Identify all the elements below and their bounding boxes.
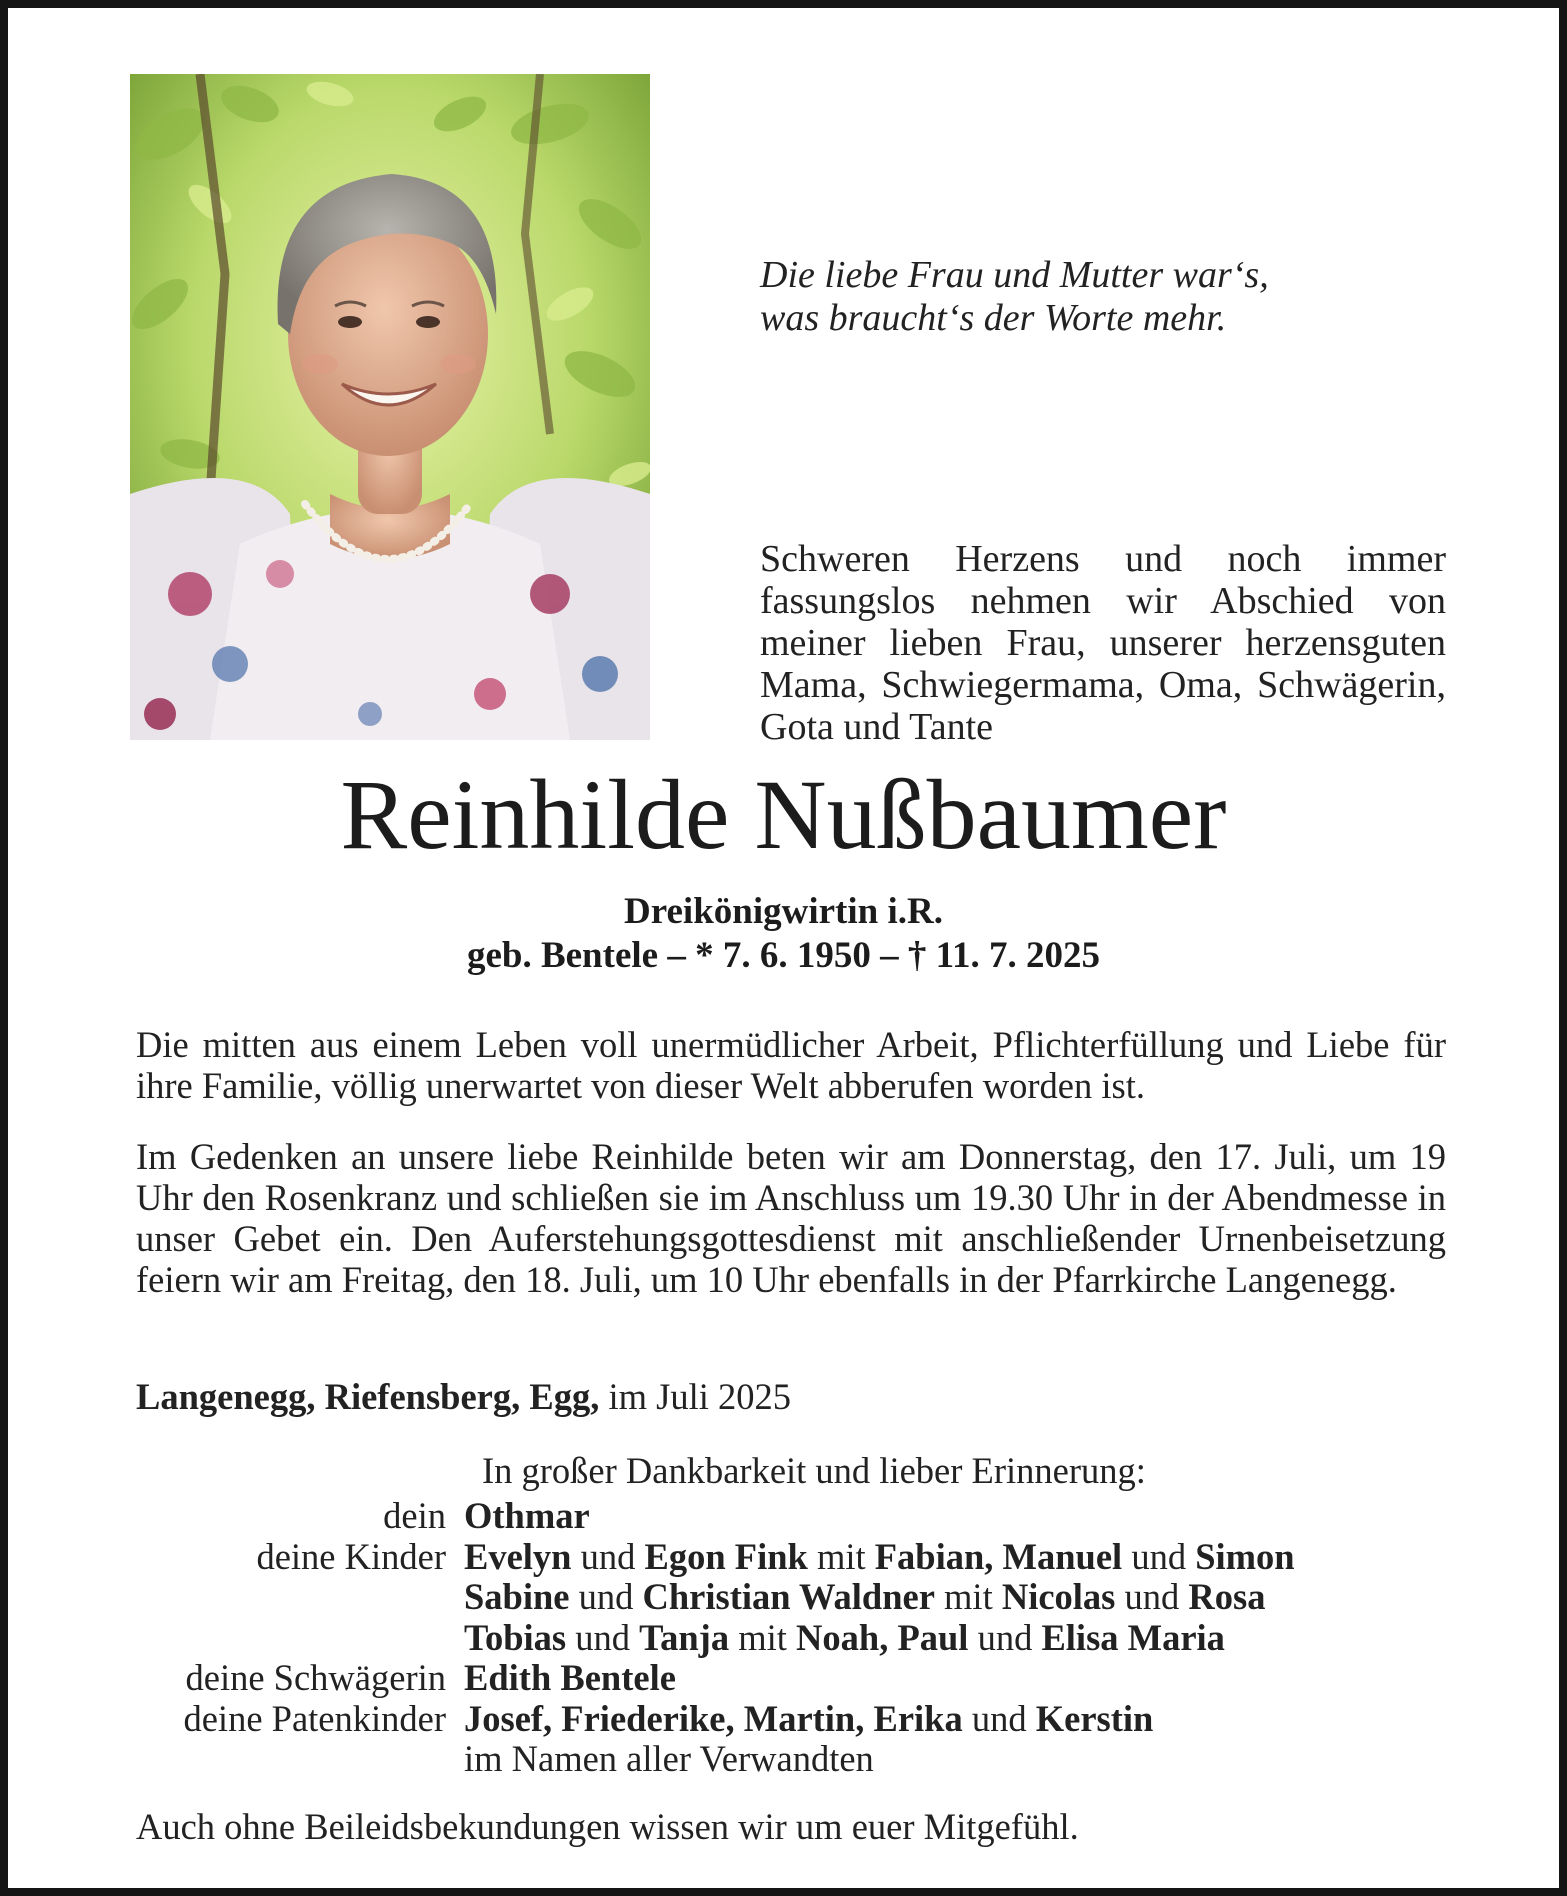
intro-text: Schweren Herzens und noch immer fassungslos nehmen wir Abschied von meiner lieben Frau, unserer herzensguten Mama, Schwiegermama, Oma, Schwägerin, Gota und Tante — [760, 538, 1446, 748]
family-row-spouse — [8, 1496, 1559, 1537]
family-label: dein — [383, 1495, 446, 1536]
quote-line-1: Die liebe Frau und Mutter war‘s, — [760, 254, 1269, 296]
family-row-godchildren — [8, 1699, 1559, 1740]
family-name: Egon Fink — [644, 1535, 808, 1577]
birth-death-line: geb. Bentele – * 7. 6. 1950 – † 11. 7. 2025 — [466, 935, 1101, 976]
family-name: Elisa Maria — [1041, 1616, 1225, 1658]
family-connector: mit — [816, 1535, 866, 1577]
family-name: Evelyn — [464, 1535, 572, 1577]
deceased-details — [8, 890, 1559, 978]
portrait-illustration — [130, 74, 650, 740]
family-connector: mit — [944, 1576, 993, 1617]
family-row-child-1 — [8, 1537, 1559, 1578]
family-name: Kerstin — [1035, 1697, 1154, 1739]
family-list — [8, 1496, 1559, 1780]
deceased-title: Dreikönigwirtin i.R. — [624, 891, 943, 932]
family-name: Simon — [1195, 1535, 1295, 1577]
family-name: Edith Bentele — [464, 1657, 676, 1698]
paragraph-life: Die mitten aus einem Leben voll unermüdlicher Arbeit, Pflichterfüllung und Liebe für ihre Familie, völlig unerwartet von dieser Welt abberufen worden ist. — [136, 1024, 1446, 1106]
family-row-relatives — [8, 1739, 1559, 1780]
family-connector: und — [578, 1576, 634, 1617]
family-name: Noah, Paul — [796, 1616, 969, 1658]
place-date-line — [136, 1376, 1436, 1418]
family-connector: und — [580, 1535, 636, 1577]
family-connector: und — [977, 1616, 1033, 1658]
closing-line: Auch ohne Beileidsbekundungen wissen wir um euer Mitgefühl. — [136, 1806, 1079, 1847]
family-name: Sabine — [464, 1576, 570, 1617]
family-connector: mit — [738, 1616, 787, 1658]
family-name: Fabian, Manuel — [874, 1535, 1123, 1577]
family-name: Tanja — [639, 1616, 730, 1658]
relatives-line: im Namen aller Verwandten — [464, 1738, 874, 1779]
family-connector: und — [1131, 1535, 1187, 1577]
deceased-name: Reinhilde Nußbaumer — [340, 759, 1227, 870]
family-label: deine Kinder — [256, 1535, 446, 1577]
family-name: Othmar — [464, 1495, 590, 1536]
quote-block — [760, 254, 1460, 340]
thanks-line: In großer Dankbarkeit und lieber Erinnerung: — [482, 1450, 1146, 1491]
family-name: Tobias — [464, 1616, 567, 1658]
family-name: Josef, Friederike, Martin, Erika — [464, 1697, 963, 1739]
family-name: Rosa — [1188, 1576, 1266, 1617]
family-row-child-2 — [8, 1577, 1559, 1618]
family-row-sister-in-law — [8, 1658, 1559, 1699]
family-connector: und — [575, 1616, 631, 1658]
family-row-child-3 — [8, 1618, 1559, 1659]
family-name: Nicolas — [1001, 1576, 1116, 1617]
place-date: im Juli 2025 — [608, 1376, 791, 1417]
family-connector: und — [1124, 1576, 1180, 1617]
family-connector: und — [971, 1697, 1027, 1739]
family-label: deine Patenkinder — [183, 1697, 446, 1739]
quote-line-2: was braucht‘s der Worte mehr. — [760, 297, 1227, 339]
portrait-photo — [130, 74, 650, 740]
place-towns: Langenegg, Riefensberg, Egg, — [136, 1376, 600, 1417]
paragraph-services: Im Gedenken an unsere liebe Reinhilde beten wir am Donnerstag, den 17. Juli, um 19 Uhr den Rosenkranz und schließen sie im Anschluss um 19.30 Uhr in der Abendmesse in unser Gebet ein. Den Auferstehungsgottesdienst mit anschließender Urnenbeisetzung feiern wir am Freitag, den 18. Juli, um 10 Uhr ebenfalls in der Pfarrkirche Langenegg. — [136, 1136, 1446, 1300]
family-name: Christian Waldner — [642, 1576, 935, 1617]
family-label: deine Schwägerin — [185, 1657, 446, 1698]
